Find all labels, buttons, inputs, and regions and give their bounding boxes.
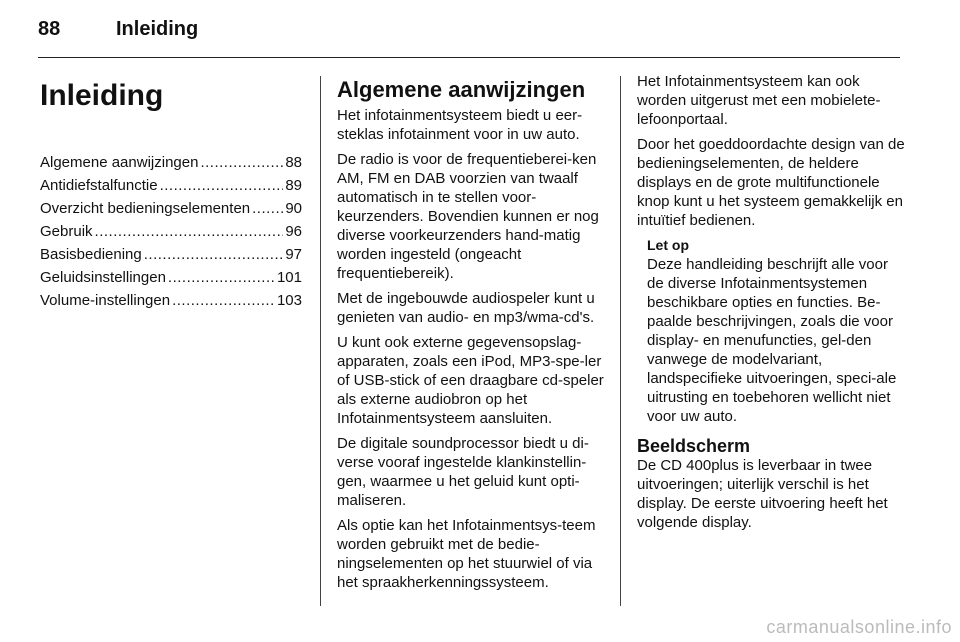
section-heading-display: Beeldscherm [637,436,751,456]
toc-entry[interactable] [40,176,302,199]
paragraph: Als optie kan het Infotainmentsys-teem worden gebruikt met de bedie-ningselementen op het stuurwiel of via het spraakherkenningssysteem. [337,517,596,591]
toc-entry-label: Geluidsinstellingen [40,269,166,286]
header-section: Inleiding [116,18,199,40]
toc-entry[interactable] [40,153,302,176]
general-paragraphs [337,106,605,592]
toc-entry-page: 97 [285,246,302,263]
paragraph: De digitale soundprocessor biedt u di-verse vooraf ingestelde klankinstellin-gen, waarmee u het geluid kunt opti-maliseren. [337,435,589,509]
column-divider-1 [320,76,321,606]
toc-entry-page: 89 [285,177,302,194]
toc-entry[interactable] [40,268,302,291]
toc-entry-page: 88 [285,154,302,171]
toc-entry-page: 101 [276,269,302,286]
toc-leader-dots [200,153,283,172]
page-number: 88 [38,18,61,40]
paragraph: Met de ingebouwde audiospeler kunt u genieten van audio- en mp3/wma-cd's. [337,290,595,326]
paragraph: Door het goeddoordachte design van de bedieningselementen, de heldere displays en de grote multifunctionele knop kunt u het systeem gemakkelijk en intuïtief bedienen. [637,136,905,229]
toc-entry-label: Algemene aanwijzingen [40,154,199,171]
toc-entry[interactable] [40,291,302,314]
intro-paragraphs [637,72,905,230]
toc-entry-label: Basisbediening [40,246,142,263]
toc-entry-page: 96 [285,223,302,240]
column-display [637,72,905,538]
note-text: Deze handleiding beschrijft alle voor de diverse Infotainmentsystemen beschikbare opties en functies. Be-paalde beschrijvingen, zoals die voor display- en menufuncties, gel-den vanwege de modelvariant, landspecifieke uitvoeringen, speci-ale uitrusting en toebehoren wellicht niet voor uw auto. [647,256,897,425]
table-of-contents [40,153,302,314]
toc-entry-page: 103 [276,292,302,309]
toc-leader-dots [252,199,283,218]
toc-entry-label: Gebruik [40,223,93,240]
section-heading-general: Algemene aanwijzingen [337,77,586,102]
paragraph: Het Infotainmentsysteem kan ook worden uitgerust met een mobielete-lefoonportaal. [637,73,881,128]
toc-entry[interactable] [40,222,302,245]
paragraph: Het infotainmentsysteem biedt u eer-steklas infotainment voor in uw auto. [337,107,583,143]
toc-leader-dots [95,222,284,241]
watermark: carmanualsonline.info [766,617,952,637]
toc-entry-label: Antidiefstalfunctie [40,177,158,194]
toc-entry[interactable] [40,199,302,222]
column-general [337,72,605,598]
display-paragraph: De CD 400plus is leverbaar in twee uitvoeringen; uiterlijk verschil is het display. De eerste uitvoering heeft het volgende display. [637,457,888,531]
toc-entry-label: Overzicht bedieningselementen [40,200,251,217]
paragraph: De radio is voor de frequentieberei-ken AM, FM en DAB voorzien van twaalf automatisch in te stellen voor-keurzenders. Bovendien kunnen er nog diverse voorkeurzenders hand-matig worden ingesteld (ongeacht frequentiebereik). [337,151,599,282]
toc-leader-dots [168,268,275,287]
toc-entry[interactable] [40,245,302,268]
page-header [38,18,198,41]
column-toc [40,72,302,314]
note-title: Let op [647,237,689,253]
chapter-title: Inleiding [40,79,164,112]
toc-leader-dots [160,176,284,195]
paragraph: U kunt ook externe gegevensopslag-apparaten, zoals een iPod, MP3-spe-ler of USB-stick of een draagbare cd-speler als externe audiobron op het Infotainmentsysteem aansluiten. [337,334,604,427]
header-rule [38,57,900,58]
toc-leader-dots [144,245,284,264]
toc-leader-dots [172,291,275,310]
note-box [647,236,905,426]
toc-entry-page: 90 [285,200,302,217]
column-divider-2 [620,76,621,606]
toc-entry-label: Volume-instellingen [40,292,171,309]
